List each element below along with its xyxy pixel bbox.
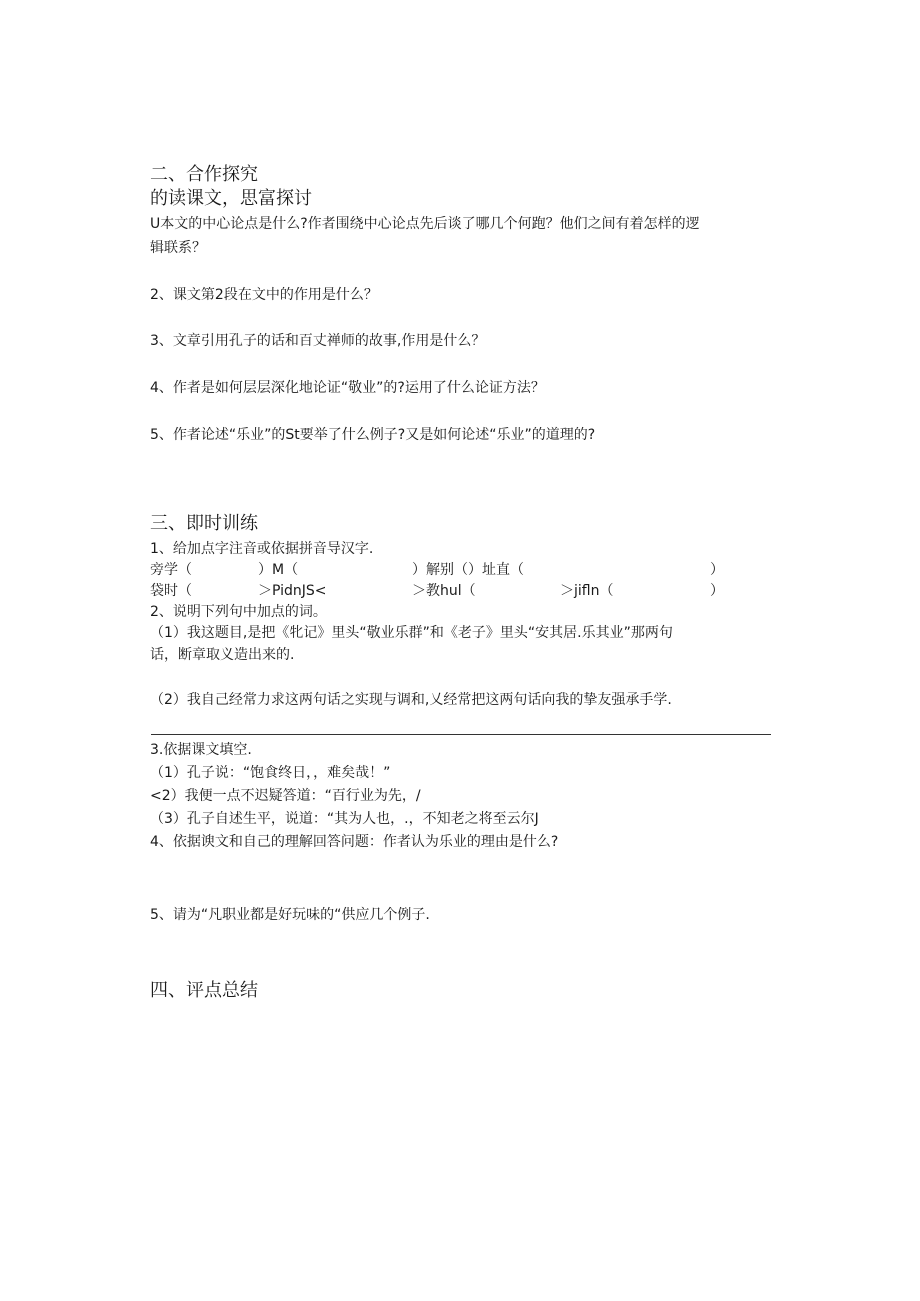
- exercise-5: 5、请为“凡职业都是好玩味的“供应几个例子.: [150, 907, 430, 923]
- question-1-line-1: U本文的中心论点是什么?作者围绕中心论点先后谈了哪几个何跑？他们之间有着怎样的逻: [150, 216, 700, 232]
- exercise-2-1-line-1: （1）我这题目,是把《牝记》里头“敬业乐群”和《老子》里头“安其居.乐其业”那两句: [150, 625, 673, 641]
- question-3: 3、文章引用孔子的话和百丈禅师的故事,作用是什么？: [150, 333, 486, 349]
- exercise-3-1: （1）孔子说：“饱食终日，，难矣哉！”: [150, 765, 391, 781]
- pinyin-row-2-item-c: ＞教hul（: [412, 583, 476, 599]
- question-4: 4、作者是如何层层深化地论证“敬业”的?运用了什么论证方法？: [150, 380, 545, 396]
- pinyin-row-2-item-b: ＞PidnJS<: [258, 583, 327, 599]
- section-heading-summary: 四、评点总结: [150, 980, 258, 1001]
- pinyin-row-1-item-b: ）M（: [258, 562, 299, 578]
- section-heading-cooperative-inquiry: 二、合作探究: [150, 164, 258, 185]
- question-1-line-2: 辑联系？: [150, 240, 206, 256]
- pinyin-row-1-item-a: 旁学（: [150, 562, 192, 578]
- question-2: 2、课文第2段在文中的作用是什么？: [150, 287, 378, 303]
- pinyin-row-2-item-e: ）: [710, 583, 724, 599]
- exercise-2: 2、说明下列句中加点的词。: [150, 604, 327, 620]
- exercise-4: 4、依据谀文和自己的理解回答问题：作者认为乐业的理由是什么?: [150, 834, 559, 850]
- exercise-1: 1、给加点字注音或依据拼音导汉字.: [150, 541, 374, 557]
- section-heading-practice: 三、即时训练: [150, 513, 258, 534]
- divider-line: [151, 734, 771, 735]
- section-subheading: 的读课文，思富探讨: [150, 188, 312, 209]
- pinyin-row-2-item-a: 袋时（: [150, 583, 192, 599]
- exercise-3: 3.依据课文填空.: [150, 742, 252, 758]
- question-5: 5、作者论述“乐业”的St要举了什么例子?又是如何论述“乐业”的道理的?: [150, 427, 596, 443]
- exercise-3-2: <2）我便一点不迟疑答道：“百行业为先，/: [150, 788, 421, 804]
- exercise-3-3: （3）孔子自述生平，说道：“其为人也，.，不知老之将至云尔J: [150, 811, 539, 827]
- pinyin-row-2-item-d: ＞jifln（: [560, 583, 614, 599]
- pinyin-row-1-item-d: ）: [710, 562, 724, 578]
- pinyin-row-1-item-c: ）解别（）址直（: [412, 562, 524, 578]
- exercise-2-2: （2）我自己经常力求这两句话之实现与调和,乂经常把这两句话向我的挚友强承手学.: [150, 692, 672, 708]
- exercise-2-1-line-2: 话，断章取义造出来的.: [150, 647, 295, 663]
